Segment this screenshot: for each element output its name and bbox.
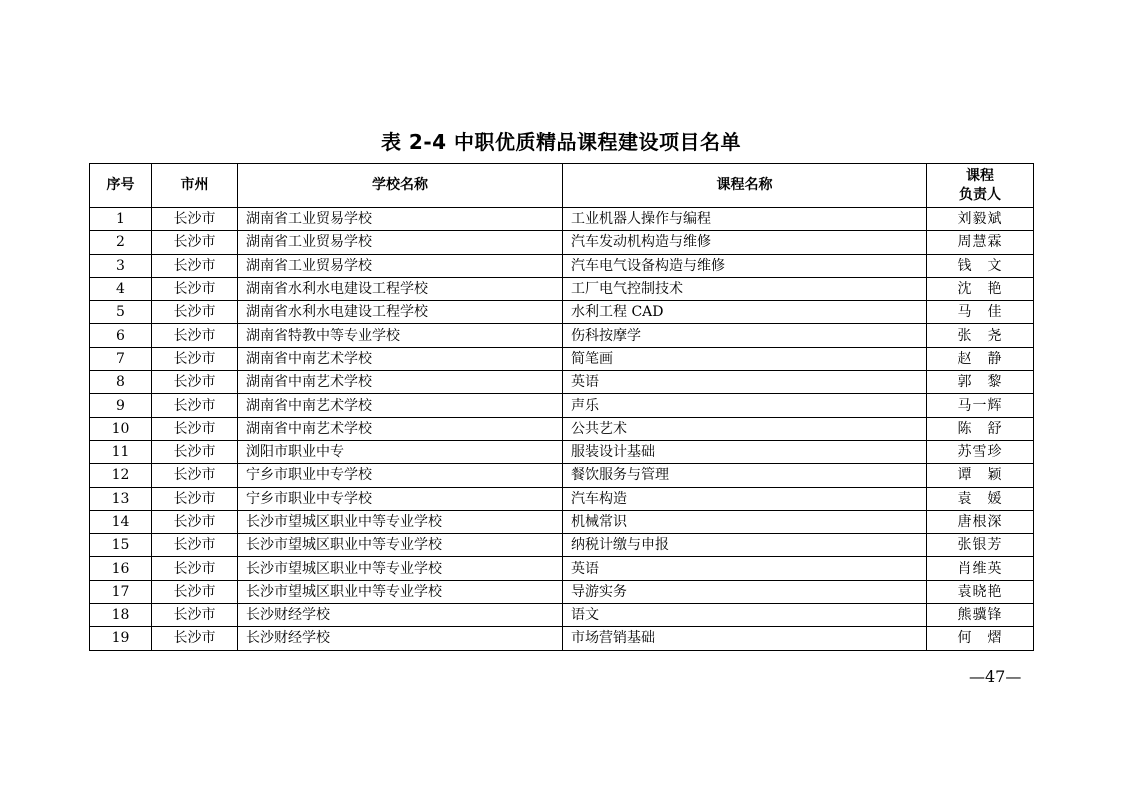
cell-school: 湖南省水利水电建设工程学校 xyxy=(238,301,563,324)
cell-city: 长沙市 xyxy=(152,301,238,324)
table-row xyxy=(90,324,1034,347)
table-row xyxy=(90,301,1034,324)
table-row xyxy=(90,394,1034,417)
cell-course: 语文 xyxy=(563,604,927,627)
cell-course: 服装设计基础 xyxy=(563,440,927,463)
cell-course: 工厂电气控制技术 xyxy=(563,277,927,300)
cell-course: 英语 xyxy=(563,557,927,580)
cell-school: 湖南省工业贸易学校 xyxy=(238,208,563,231)
cell-person: 沈 艳 xyxy=(927,277,1034,300)
cell-no: 14 xyxy=(90,510,152,533)
header-course: 课程名称 xyxy=(563,164,927,208)
cell-course: 汽车电气设备构造与维修 xyxy=(563,254,927,277)
cell-no: 1 xyxy=(90,208,152,231)
cell-school: 湖南省中南艺术学校 xyxy=(238,347,563,370)
cell-city: 长沙市 xyxy=(152,557,238,580)
cell-no: 16 xyxy=(90,557,152,580)
cell-school: 湖南省中南艺术学校 xyxy=(238,394,563,417)
cell-school: 长沙市望城区职业中等专业学校 xyxy=(238,557,563,580)
table-row xyxy=(90,604,1034,627)
cell-course: 餐饮服务与管理 xyxy=(563,464,927,487)
cell-school: 湖南省工业贸易学校 xyxy=(238,231,563,254)
table-row xyxy=(90,580,1034,603)
cell-city: 长沙市 xyxy=(152,440,238,463)
cell-course: 声乐 xyxy=(563,394,927,417)
cell-no: 17 xyxy=(90,580,152,603)
course-table xyxy=(89,163,1034,651)
cell-course: 导游实务 xyxy=(563,580,927,603)
cell-person: 陈 舒 xyxy=(927,417,1034,440)
cell-course: 简笔画 xyxy=(563,347,927,370)
table-row xyxy=(90,417,1034,440)
cell-person: 马 佳 xyxy=(927,301,1034,324)
cell-no: 19 xyxy=(90,627,152,650)
cell-person: 周慧霖 xyxy=(927,231,1034,254)
cell-person: 张 尧 xyxy=(927,324,1034,347)
cell-city: 长沙市 xyxy=(152,394,238,417)
header-city: 市州 xyxy=(152,164,238,208)
cell-school: 湖南省中南艺术学校 xyxy=(238,371,563,394)
cell-school: 宁乡市职业中专学校 xyxy=(238,487,563,510)
cell-city: 长沙市 xyxy=(152,324,238,347)
table-header-row xyxy=(90,164,1034,208)
table-row xyxy=(90,487,1034,510)
cell-school: 长沙市望城区职业中等专业学校 xyxy=(238,534,563,557)
table-body xyxy=(90,208,1034,651)
cell-no: 18 xyxy=(90,604,152,627)
cell-course: 纳税计缴与申报 xyxy=(563,534,927,557)
cell-city: 长沙市 xyxy=(152,371,238,394)
page-title: 表 2-4 中职优质精品课程建设项目名单 xyxy=(380,130,742,154)
table-row xyxy=(90,510,1034,533)
cell-school: 长沙市望城区职业中等专业学校 xyxy=(238,510,563,533)
cell-city: 长沙市 xyxy=(152,604,238,627)
table-row xyxy=(90,627,1034,650)
header-school: 学校名称 xyxy=(238,164,563,208)
cell-school: 浏阳市职业中专 xyxy=(238,440,563,463)
cell-person: 赵 静 xyxy=(927,347,1034,370)
table-row xyxy=(90,371,1034,394)
cell-course: 汽车构造 xyxy=(563,487,927,510)
cell-city: 长沙市 xyxy=(152,347,238,370)
header-person-line1: 课程 xyxy=(966,167,994,184)
cell-city: 长沙市 xyxy=(152,534,238,557)
cell-no: 2 xyxy=(90,231,152,254)
cell-person: 郭 黎 xyxy=(927,371,1034,394)
cell-person: 张银芳 xyxy=(927,534,1034,557)
cell-person: 袁晓艳 xyxy=(927,580,1034,603)
cell-no: 5 xyxy=(90,301,152,324)
cell-person: 熊骥锋 xyxy=(927,604,1034,627)
cell-no: 13 xyxy=(90,487,152,510)
cell-city: 长沙市 xyxy=(152,417,238,440)
cell-city: 长沙市 xyxy=(152,627,238,650)
cell-no: 12 xyxy=(90,464,152,487)
table-row xyxy=(90,557,1034,580)
cell-no: 7 xyxy=(90,347,152,370)
header-person xyxy=(927,164,1034,208)
cell-course: 机械常识 xyxy=(563,510,927,533)
cell-no: 15 xyxy=(90,534,152,557)
cell-school: 长沙市望城区职业中等专业学校 xyxy=(238,580,563,603)
cell-city: 长沙市 xyxy=(152,487,238,510)
cell-school: 宁乡市职业中专学校 xyxy=(238,464,563,487)
header-no: 序号 xyxy=(90,164,152,208)
cell-city: 长沙市 xyxy=(152,254,238,277)
cell-school: 湖南省特教中等专业学校 xyxy=(238,324,563,347)
cell-person: 唐根深 xyxy=(927,510,1034,533)
cell-no: 11 xyxy=(90,440,152,463)
cell-course: 市场营销基础 xyxy=(563,627,927,650)
cell-no: 9 xyxy=(90,394,152,417)
cell-no: 6 xyxy=(90,324,152,347)
table-row xyxy=(90,464,1034,487)
cell-course: 汽车发动机构造与维修 xyxy=(563,231,927,254)
cell-school: 长沙财经学校 xyxy=(238,627,563,650)
cell-no: 10 xyxy=(90,417,152,440)
cell-school: 长沙财经学校 xyxy=(238,604,563,627)
cell-person: 苏雪珍 xyxy=(927,440,1034,463)
table-row xyxy=(90,231,1034,254)
cell-no: 4 xyxy=(90,277,152,300)
cell-person: 何 熠 xyxy=(927,627,1034,650)
table-row xyxy=(90,277,1034,300)
cell-school: 湖南省工业贸易学校 xyxy=(238,254,563,277)
cell-person: 谭 颖 xyxy=(927,464,1034,487)
cell-person: 袁 媛 xyxy=(927,487,1034,510)
cell-city: 长沙市 xyxy=(152,580,238,603)
cell-city: 长沙市 xyxy=(152,510,238,533)
cell-person: 马一辉 xyxy=(927,394,1034,417)
cell-school: 湖南省中南艺术学校 xyxy=(238,417,563,440)
cell-city: 长沙市 xyxy=(152,464,238,487)
table-row xyxy=(90,440,1034,463)
page-number: —47— xyxy=(969,667,1022,686)
cell-person: 钱 文 xyxy=(927,254,1034,277)
table-row xyxy=(90,254,1034,277)
cell-person: 肖维英 xyxy=(927,557,1034,580)
cell-city: 长沙市 xyxy=(152,277,238,300)
cell-course: 工业机器人操作与编程 xyxy=(563,208,927,231)
cell-school: 湖南省水利水电建设工程学校 xyxy=(238,277,563,300)
cell-no: 8 xyxy=(90,371,152,394)
cell-city: 长沙市 xyxy=(152,231,238,254)
cell-city: 长沙市 xyxy=(152,208,238,231)
cell-person: 刘毅斌 xyxy=(927,208,1034,231)
cell-course: 伤科按摩学 xyxy=(563,324,927,347)
table-row xyxy=(90,208,1034,231)
table-row xyxy=(90,347,1034,370)
cell-course: 公共艺术 xyxy=(563,417,927,440)
cell-course: 英语 xyxy=(563,371,927,394)
header-person-line2: 负责人 xyxy=(959,186,1001,203)
cell-course: 水利工程 CAD xyxy=(563,301,927,324)
table-row xyxy=(90,534,1034,557)
cell-no: 3 xyxy=(90,254,152,277)
